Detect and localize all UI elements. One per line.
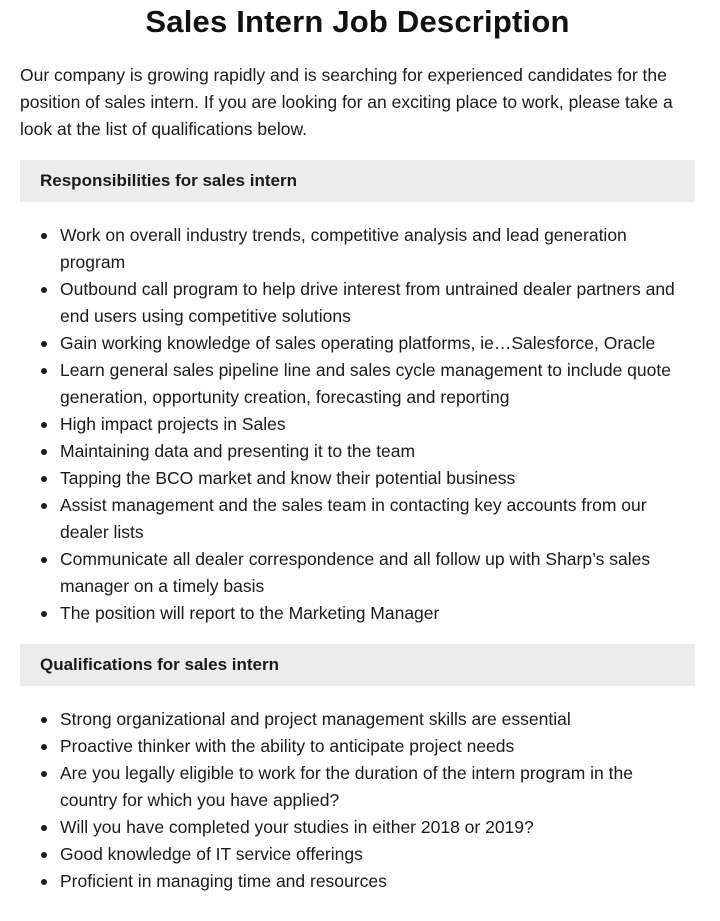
list-item-text: The position will report to the Marketing Manager	[60, 603, 440, 623]
responsibilities-heading: Responsibilities for sales intern	[20, 160, 695, 202]
bullet-icon	[41, 879, 47, 885]
list-item	[20, 492, 695, 546]
list-item-text: Are you legally eligible to work for the duration of the intern program in the country for which you have applied?	[60, 763, 633, 810]
bullet-icon	[41, 611, 47, 617]
list-item-text: Work on overall industry trends, competitive analysis and lead generation program	[60, 225, 627, 272]
intro-paragraph: Our company is growing rapidly and is searching for experienced candidates for the position of sales intern. If you are looking for an exciting place to work, please take a look at the list of qualifications below.	[20, 65, 673, 139]
bullet-icon	[41, 422, 47, 428]
list-item-text: Proactive thinker with the ability to anticipate project needs	[60, 736, 515, 756]
bullet-icon	[41, 825, 47, 831]
list-item-text: Outbound call program to help drive interest from untrained dealer partners and end users using competitive solutions	[60, 279, 675, 326]
bullet-icon	[41, 503, 47, 509]
list-item-text: Good knowledge of IT service offerings	[60, 844, 363, 864]
list-item	[20, 330, 695, 357]
page-title: Sales Intern Job Description	[145, 4, 570, 39]
bullet-icon	[41, 771, 47, 777]
list-item-text: High impact projects in Sales	[60, 414, 286, 434]
bullet-icon	[41, 852, 47, 858]
list-item-text: Assist management and the sales team in contacting key accounts from our dealer lists	[60, 495, 647, 542]
bullet-icon	[41, 449, 47, 455]
responsibilities-list	[20, 222, 695, 627]
list-item-text: Maintaining data and presenting it to the team	[60, 441, 416, 461]
list-item	[20, 600, 695, 627]
list-item	[20, 868, 695, 895]
bullet-icon	[41, 557, 47, 563]
list-item	[20, 276, 695, 330]
qualifications-list	[20, 706, 695, 895]
bullet-icon	[41, 744, 47, 750]
list-item	[20, 465, 695, 492]
list-item-text: Will you have completed your studies in either 2018 or 2019?	[60, 817, 534, 837]
list-item-text: Strong organizational and project management skills are essential	[60, 709, 571, 729]
qualifications-heading: Qualifications for sales intern	[20, 644, 695, 686]
bullet-icon	[41, 341, 47, 347]
list-item	[20, 546, 695, 600]
list-item-text: Gain working knowledge of sales operating platforms, ie…Salesforce, Oracle	[60, 333, 656, 353]
bullet-icon	[41, 287, 47, 293]
list-item	[20, 760, 695, 814]
list-item	[20, 222, 695, 276]
bullet-icon	[41, 717, 47, 723]
list-item	[20, 706, 695, 733]
list-item	[20, 357, 695, 411]
list-item	[20, 411, 695, 438]
list-item-text: Communicate all dealer correspondence and all follow up with Sharp’s sales manager on a timely basis	[60, 549, 651, 596]
bullet-icon	[41, 368, 47, 374]
list-item-text: Tapping the BCO market and know their potential business	[60, 468, 516, 488]
list-item	[20, 733, 695, 760]
list-item	[20, 814, 695, 841]
list-item	[20, 841, 695, 868]
bullet-icon	[41, 476, 47, 482]
list-item-text: Learn general sales pipeline line and sales cycle management to include quote generation, opportunity creation, forecasting and reporting	[60, 360, 671, 407]
bullet-icon	[41, 233, 47, 239]
list-item	[20, 438, 695, 465]
list-item-text: Proficient in managing time and resources	[60, 871, 387, 891]
